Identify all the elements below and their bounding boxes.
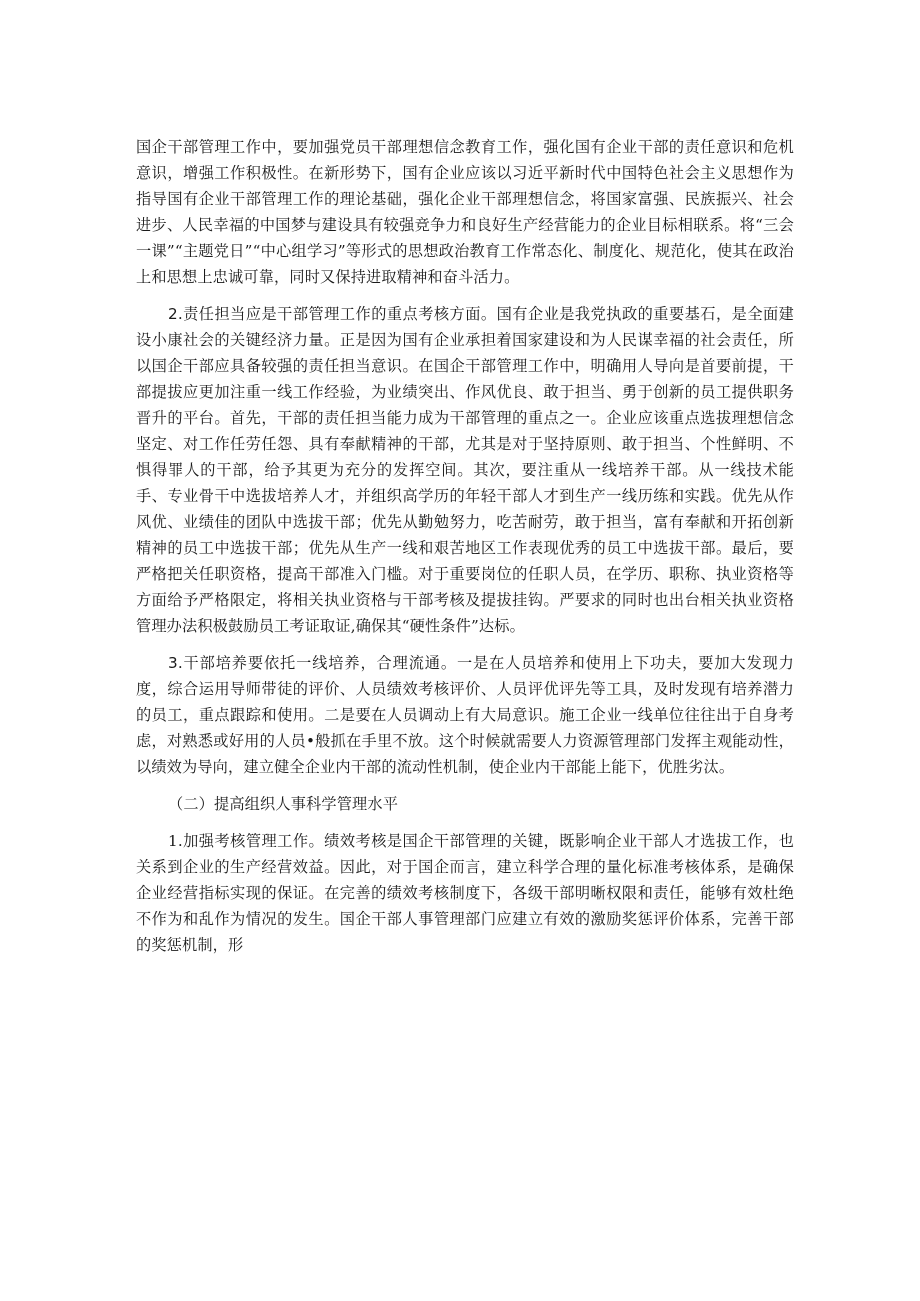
heading-text: （二）提高组织人事科学管理水平 — [168, 795, 399, 813]
paragraph-frontline-training — [136, 650, 794, 780]
item-number: 2 — [168, 305, 178, 323]
paragraph-assessment — [136, 828, 794, 958]
paragraph-text: .责任担当应是干部管理工作的重点考核方面。国有企业是我党执政的重要基石，是全面建设小康社会的关键经济力量。正是因为国有企业承担着国家建设和为人民谋幸福的社会责任，所以国企干部应具备较强的责任担当意识。在国企干部管理工作中，明确用人导向是首要前提，干部提拔应更加注重一线工作经验，为业绩突出、作风优良、敢于担当、勇于创新的员工提供职务晋升的平台。首先，干部的责任担当能力成为干部管理的重点之一。企业应该重点选拔理想信念坚定、对工作任劳任怨、具有奉献精神的干部，尤其是对于坚持原则、敢于担当、个性鲜明、不惧得罪人的干部，给予其更为充分的发挥空间。其次，要注重从一线培养干部。从一线技术能手、专业骨干中选拔培养人才，并组织高学历的年轻干部人才到生产一线历练和实践。优先从作风优、业绩佳的团队中选拔干部；优先从勤勉努力，吃苦耐劳，敢于担当，富有奉献和开拓创新精神的员工中选拔干部；优先从生产一线和艰苦地区工作表现优秀的员工中选拔干部。最后，要严格把关任职资格，提高干部准入门槛。对于重要岗位的任职人员，在学历、职称、执业资格等方面给予严格限定，将相关执业资格与干部考核及提拔挂钩。严要求的同时也出台相关执业资格管理办法积极鼓励员工考证取证,确保其“硬性条件”达标。 — [136, 305, 794, 635]
section-heading — [136, 791, 794, 817]
paragraph-text: 国企干部管理工作中，要加强党员干部理想信念教育工作，强化国有企业干部的责任意识和危机意识，增强工作积极性。在新形势下，国有企业应该以习近平新时代中国特色社会主义思想作为指导国有企业干部管理工作的理论基础，强化企业干部理想信念，将国家富强、民族振兴、社会进步、人民幸福的中国梦与建设具有较强竞争力和良好生产经营能力的企业目标相联系。将“三会一课”“主题党日”“中心组学习”等形式的思想政治教育工作常态化、制度化、规范化，使其在政治上和思想上忠诚可靠，同时又保持进取精神和奋斗活力。 — [136, 138, 794, 286]
paragraph-responsibility — [136, 301, 794, 639]
paragraph-text: 1.加强考核管理工作。绩效考核是国企干部管理的关键，既影响企业干部人才选拔工作，也关系到企业的生产经营效益。因此，对于国企而言，建立科学合理的量化标准考核体系，是确保企业经营指标实现的保证。在完善的绩效考核制度下，各级干部明晰权限和责任，能够有效杜绝不作为和乱作为情况的发生。国企干部人事管理部门应建立有效的激励奖惩评价体系，完善干部的奖惩机制，形 — [136, 832, 794, 954]
paragraph-ideology-education — [136, 134, 794, 290]
paragraph-text: .干部培养要依托一线培养，合理流通。一是在人员培养和使用上下功夫，要加大发现力度，综合运用导师带徒的评价、人员绩效考核评价、人员评优评先等工具，及时发现有培养潜力的员工，重点跟踪和使用。二是要在人员调动上有大局意识。施工企业一线单位往往出于自身考虑，对熟悉或好用的人员•般抓在手里不放。这个时候就需要人力资源管理部门发挥主观能动性，以绩效为导向，建立健全企业内干部的流动性机制，使企业内干部能上能下，优胜劣汰。 — [136, 654, 794, 776]
item-number: 3 — [168, 654, 178, 672]
document-body — [136, 134, 794, 969]
